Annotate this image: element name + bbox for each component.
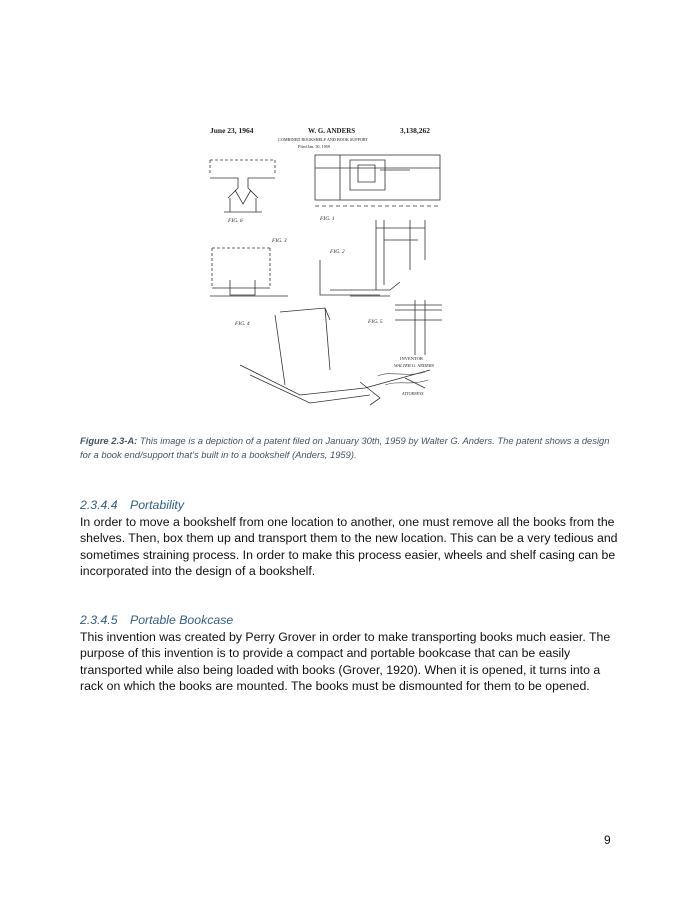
inventor-block-title: INVENTOR xyxy=(400,356,423,361)
patent-drawing-figure xyxy=(180,120,470,420)
patent-number: 3,138,262 xyxy=(400,126,430,135)
attorney-label: ATTORNEYS xyxy=(402,391,424,396)
fig-label-1: FIG. 1 xyxy=(320,216,335,222)
section-number: 2.3.4.5 xyxy=(80,613,118,627)
fig-label-4: FIG. 4 xyxy=(235,321,250,327)
section-heading-portable-bookcase xyxy=(80,613,233,627)
section-title: Portability xyxy=(130,498,184,512)
patent-inventor: W. G. ANDERS xyxy=(308,127,356,135)
section-title: Portable Bookcase xyxy=(130,613,234,627)
section-body-portable-bookcase: This invention was created by Perry Grover in order to make transporting books much easier. The purpose of this invention is to provide a compact and portable bookcase that can be easily transported while also being loaded with books (Grover, 1920). When it is opened, it turns into a rack on which the books are mounted. The books must be dismounted for them to be opened. xyxy=(80,630,611,694)
inventor-block-name: WALTER G. ANDERS xyxy=(394,363,434,368)
page-number: 9 xyxy=(604,833,611,847)
patent-date: June 23, 1964 xyxy=(210,126,254,135)
caption-text: This image is a depiction of a patent filed on January 30th, 1959 by Walter G. Anders. The patent shows a design for a book end/support that’s built in to a bookshelf (Anders, 1959). xyxy=(80,435,610,460)
fig-label-5: FIG. 5 xyxy=(368,319,383,325)
fig-label-3: FIG. 3 xyxy=(272,238,287,244)
section-body-portability: In order to move a bookshelf from one location to another, one must remove all the books from the shelves. Then, box them up and transport them to the new location. This can be a very tedious and sometimes straining process. In order to make this process easier, wheels and shelf casing can be incorporated into the design of a bookshelf. xyxy=(80,515,618,579)
patent-subtitle-2: Filed Jan. 30, 1959 xyxy=(298,144,330,149)
figure-caption xyxy=(80,434,620,462)
patent-subtitle-1: COMBINED BOOKSHELF AND BOOK SUPPORT xyxy=(278,137,369,142)
fig-label-2: FIG. 2 xyxy=(330,249,345,255)
caption-label: Figure 2.3-A: xyxy=(80,435,138,446)
section-number: 2.3.4.4 xyxy=(80,498,118,512)
section-heading-portability xyxy=(80,498,184,512)
fig-label-6: FIG. 6 xyxy=(228,218,243,224)
patent-drawing xyxy=(180,120,470,420)
